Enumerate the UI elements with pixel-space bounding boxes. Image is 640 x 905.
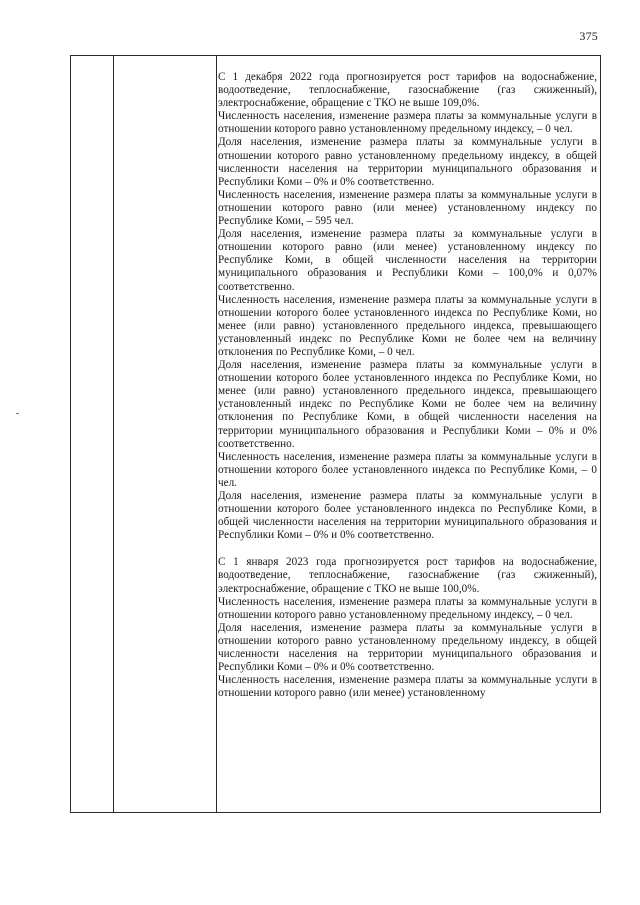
paragraph: Численность населения, изменение размера платы за коммунальные услуги в отношении которого равно установленному предельному индексу, – 0 чел. <box>218 595 597 621</box>
column-divider-1 <box>113 56 114 812</box>
paragraph: Численность населения, изменение размера платы за коммунальные услуги в отношении которого более установленного индекса по Республике Коми, но менее (или равно) установленного предельного индекса, превышающего установленный индекс по Республике Коми не более чем на величину отклонения по Республике Коми, – 0 чел. <box>218 293 597 358</box>
section-january-2023 <box>218 556 597 700</box>
document-table <box>70 55 601 813</box>
paragraph: Численность населения, изменение размера платы за коммунальные услуги в отношении которого равно (или менее) установленному индексу по Республике Коми, – 595 чел. <box>218 188 597 228</box>
paragraph: Доля населения, изменение размера платы за коммунальные услуги в отношении которого более установленного индекса по Республике Коми, в общей численности населения на территории муниципального образования и Республики Коми – 0% и 0% соответственно. <box>218 490 597 542</box>
section-december-2022 <box>218 71 597 542</box>
margin-mark <box>16 413 19 414</box>
paragraph: Численность населения, изменение размера платы за коммунальные услуги в отношении которого более установленного индекса по Республике Коми, – 0 чел. <box>218 450 597 489</box>
paragraph: Доля населения, изменение размера платы за коммунальные услуги в отношении которого равно (или менее) установленному индексу по Республике Коми, в общей численности населения на территории муниципального образования и Республики Коми – 100,0% и 0,07% соответственно. <box>218 228 597 293</box>
paragraph: С 1 января 2023 года прогнозируется рост тарифов на водоснабжение, водоотведение, теплоснабжение, газоснабжение (газ сжиженный), электроснабжение, обращение с ТКО не выше 100,0%. <box>218 556 597 595</box>
paragraph: С 1 декабря 2022 года прогнозируется рост тарифов на водоснабжение, водоотведение, теплоснабжение, газоснабжение (газ сжиженный), электроснабжение, обращение с ТКО не выше 109,0%. <box>218 71 597 110</box>
page-number: 375 <box>579 29 598 43</box>
column-divider-2 <box>216 56 217 812</box>
paragraph: Доля населения, изменение размера платы за коммунальные услуги в отношении которого равно установленному предельному индексу, в общей численности населения на территории муниципального образования и Республики Коми – 0% и 0% соответственно. <box>218 136 597 188</box>
paragraph: Доля населения, изменение размера платы за коммунальные услуги в отношении которого равно установленному предельному индексу, в общей численности населения на территории муниципального образования и Республики Коми – 0% и 0% соответственно. <box>218 621 597 674</box>
paragraph: Численность населения, изменение размера платы за коммунальные услуги в отношении которого равно установленному предельному индексу, – 0 чел. <box>218 110 597 136</box>
section-gap <box>218 542 597 556</box>
paragraph: Доля населения, изменение размера платы за коммунальные услуги в отношении которого более установленного индекса по Республике Коми, но менее (или равно) установленного предельного индекса, превышающего установленный индекс по Республике Коми не более чем на величину отклонения по Республике Коми, в общей численности населения на территории муниципального образования и Республики Коми – 0% и 0% соответственно. <box>218 359 597 450</box>
paragraph: Численность населения, изменение размера платы за коммунальные услуги в отношении которого равно (или менее) установленному <box>218 674 597 700</box>
content-cell <box>218 71 597 700</box>
